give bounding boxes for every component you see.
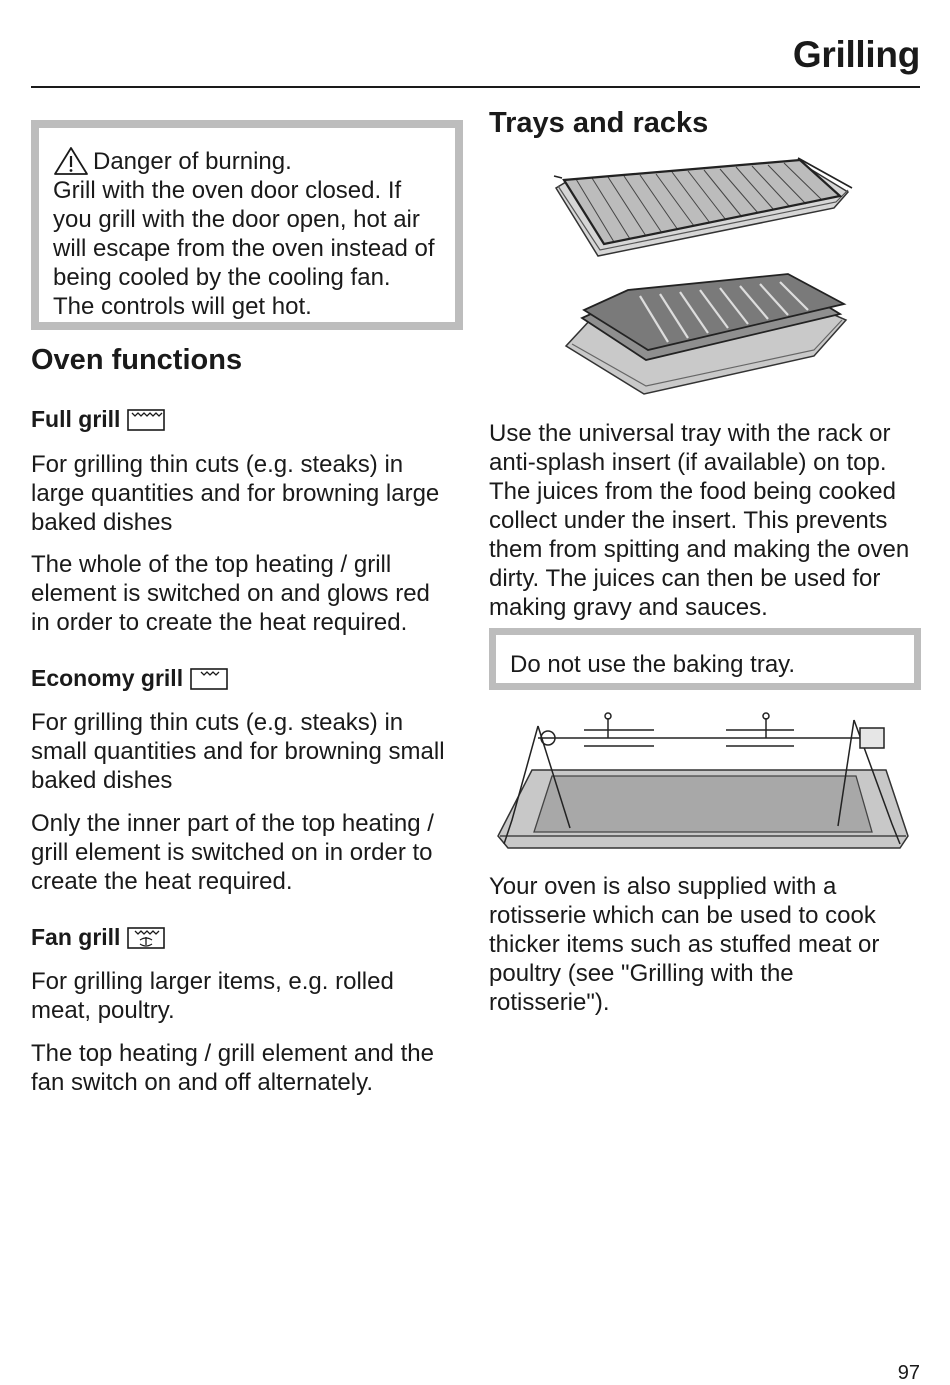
universal-tray-with-rack <box>554 158 852 256</box>
warning-line: The controls will get hot. <box>53 293 312 320</box>
page-header <box>31 28 920 88</box>
warning-first-line <box>53 146 441 176</box>
warning-line: will escape from the oven instead of <box>53 235 435 262</box>
text-line: poultry (see "Grilling with the <box>489 960 794 987</box>
warning-box <box>31 120 463 330</box>
text-line: rotisserie which can be used to cook <box>489 902 876 929</box>
text-line: create the heat required. <box>31 868 293 895</box>
text-line: collect under the insert. This prevents <box>489 507 888 534</box>
warning-line: you grill with the door open, hot air <box>53 206 420 233</box>
economy-grill-label: Economy grill <box>31 665 184 691</box>
text-line: in order to create the heat required. <box>31 609 408 636</box>
text-line: The top heating / grill element and the <box>31 1040 434 1067</box>
text-line: The whole of the top heating / grill <box>31 551 392 578</box>
fan-grill-heading <box>31 924 166 951</box>
text-line: fan switch on and off alternately. <box>31 1069 373 1096</box>
fan-grill-paragraph-1 <box>31 967 463 1025</box>
rotisserie-illustration <box>494 708 912 858</box>
text-line: making gravy and sauces. <box>489 594 768 621</box>
full-grill-heading <box>31 406 166 433</box>
economy-grill-symbol-icon <box>189 667 229 691</box>
text-line: Your oven is also supplied with a <box>489 873 837 900</box>
universal-tray-with-insert <box>566 274 846 394</box>
warning-line: Grill with the oven door closed. If <box>53 177 402 204</box>
text-line: rotisserie"). <box>489 989 610 1016</box>
fan-grill-paragraph-2 <box>31 1039 463 1097</box>
text-line: them from spitting and making the oven <box>489 536 910 563</box>
full-grill-paragraph-1 <box>31 450 463 537</box>
rotisserie-tray <box>498 770 908 848</box>
trays-paragraph-1 <box>489 419 921 622</box>
fan-grill-symbol-icon <box>126 926 166 950</box>
full-grill-paragraph-2 <box>31 550 463 637</box>
text-line: baked dishes <box>31 509 173 536</box>
text-line: dirty. The juices can then be used for <box>489 565 881 592</box>
text-line: For grilling thin cuts (e.g. steaks) in <box>31 451 404 478</box>
text-line: thicker items such as stuffed meat or <box>489 931 880 958</box>
text-line: The juices from the food being cooked <box>489 478 896 505</box>
text-line: element is switched on and glows red <box>31 580 430 607</box>
tray-and-rack-illustration <box>552 150 862 400</box>
economy-grill-paragraph-1 <box>31 708 463 795</box>
text-line: large quantities and for browning large <box>31 480 440 507</box>
text-line: grill element is switched on in order to <box>31 839 433 866</box>
trays-paragraph-2 <box>489 872 921 1017</box>
warning-triangle-icon <box>53 146 89 176</box>
text-line: anti-splash insert (if available) on top. <box>489 449 887 476</box>
text-line: For grilling larger items, e.g. rolled <box>31 968 394 995</box>
note-text: Do not use the baking tray. <box>510 651 796 678</box>
oven-functions-heading: Oven functions <box>31 344 243 376</box>
text-line: For grilling thin cuts (e.g. steaks) in <box>31 709 404 736</box>
warning-line: being cooled by the cooling fan. <box>53 264 391 291</box>
text-line: Use the universal tray with the rack or <box>489 420 891 447</box>
text-line: meat, poultry. <box>31 997 175 1024</box>
text-line: baked dishes <box>31 767 173 794</box>
text-line: small quantities and for browning small <box>31 738 445 765</box>
page-title: Grilling <box>792 34 920 75</box>
economy-grill-paragraph-2 <box>31 809 463 896</box>
trays-heading: Trays and racks <box>489 107 709 139</box>
full-grill-label: Full grill <box>31 406 121 432</box>
fan-grill-label: Fan grill <box>31 924 121 950</box>
page-number: 97 <box>897 1362 920 1384</box>
text-line: Only the inner part of the top heating / <box>31 810 434 837</box>
warning-title: Danger of burning. <box>93 148 292 175</box>
full-grill-symbol-icon <box>126 408 166 432</box>
note-box <box>489 628 921 690</box>
economy-grill-heading <box>31 665 229 692</box>
